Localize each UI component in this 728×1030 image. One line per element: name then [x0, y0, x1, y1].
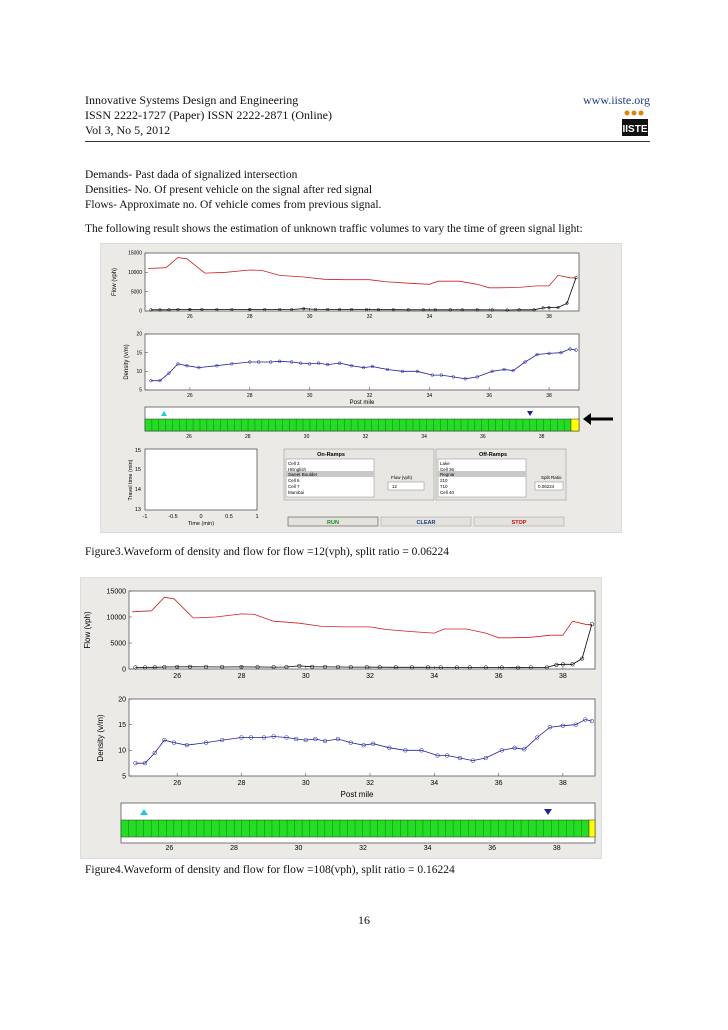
- x-tick-label: 30: [306, 314, 313, 320]
- y-tick-label: 10: [136, 369, 142, 375]
- y-tick-label: 5: [139, 387, 142, 394]
- y-tick-label: 10000: [128, 270, 142, 276]
- y-tick-label: 5000: [110, 640, 126, 648]
- body-line-flows: Flows- Approximate no. Of vehicle comes from previous signal.: [85, 199, 382, 211]
- y-tick-label: 5000: [130, 289, 142, 296]
- x-tick-label: 28: [237, 780, 246, 787]
- stop-button[interactable]: [474, 517, 564, 526]
- x-tick-label: 32: [366, 780, 374, 787]
- x-tick-label: 28: [237, 673, 246, 680]
- lane-tick-label: 38: [538, 434, 545, 440]
- y-tick-label: 5: [122, 773, 126, 781]
- fig4-density-ylabel: Density (v/m): [96, 714, 105, 762]
- onramps-item: Cell 7: [288, 484, 300, 489]
- y-tick-label: 20: [136, 331, 142, 338]
- fig4-lane-yellow: [589, 820, 595, 837]
- x-tick-label: 36: [494, 673, 503, 680]
- x-tick-label: 36: [486, 393, 492, 399]
- fig3-tt-xtick: 0.5: [225, 514, 233, 520]
- lane-tick-label: 28: [245, 434, 251, 440]
- offramps-item: 210: [440, 478, 448, 483]
- run-button[interactable]: [288, 517, 378, 526]
- x-tick-label: 28: [246, 314, 253, 320]
- body-line-demands: Demands- Past dada of signalized intersection: [85, 169, 298, 181]
- flow-input-value: 12: [392, 484, 398, 489]
- y-tick-label: 15000: [128, 250, 142, 257]
- fig3-arrow-icon: [583, 413, 613, 425]
- logo-text: IISTE: [622, 124, 648, 135]
- fig3-density-ylabel: Density (v/m): [124, 344, 130, 380]
- fig3-density-chart: [124, 332, 579, 406]
- figure-4-svg: [81, 578, 601, 858]
- x-tick-label: 36: [494, 780, 503, 787]
- x-tick-label: 38: [546, 314, 552, 320]
- lane-tick-label: 26: [186, 434, 192, 440]
- offramps-item: Cell 36: [440, 467, 455, 472]
- fig3-flow-chart: [112, 251, 579, 320]
- lane-tick-label: 38: [552, 845, 561, 852]
- lane-tick-label: 34: [423, 845, 432, 852]
- figure-3-svg: [101, 244, 621, 532]
- fig4-flow-plot-area: [129, 591, 595, 669]
- x-tick-label: 30: [301, 673, 310, 680]
- iiste-logo: [622, 108, 648, 136]
- lane-tick-label: 32: [359, 845, 367, 852]
- lane-tick-label: 26: [165, 845, 174, 852]
- lane-tick-label: 30: [303, 434, 310, 440]
- fig3-tt-xlabel: Time (min): [187, 521, 215, 527]
- x-tick-label: 34: [430, 673, 439, 680]
- fig3-tt-ytick: 15: [134, 448, 141, 454]
- offramps-item: Cell 40: [440, 490, 455, 495]
- lane-tick-label: 36: [480, 434, 486, 440]
- x-tick-label: 38: [558, 780, 567, 787]
- fig3-tt-ylabel: Travel time (min): [128, 459, 134, 501]
- fig4-xlabel: Post mile: [340, 790, 374, 799]
- fig3-density-plot-area: [145, 334, 579, 390]
- onramps-title: On-Ramps: [317, 452, 345, 458]
- y-tick-label: 15000: [106, 588, 126, 596]
- onramps-item: Cell 3: [288, 461, 300, 466]
- volume-line: Vol 3, No 5, 2012: [85, 123, 171, 137]
- x-tick-label: 34: [430, 780, 439, 787]
- svg-text:CLEAR: CLEAR: [416, 520, 436, 526]
- onramps-item: Sweet Boulder: [288, 472, 318, 477]
- y-tick-label: 15: [118, 722, 126, 729]
- x-tick-label: 32: [366, 673, 374, 680]
- onramps-item: HEnglish: [288, 467, 307, 472]
- fig3-travel-time-chart: [128, 448, 259, 527]
- x-tick-label: 26: [173, 780, 182, 787]
- page-header: [85, 93, 650, 138]
- x-tick-label: 26: [173, 673, 182, 680]
- y-tick-label: 10: [118, 747, 126, 755]
- fig4-density-chart: [96, 696, 595, 799]
- lane-tick-label: 34: [421, 434, 427, 440]
- x-tick-label: 38: [558, 673, 567, 680]
- offramps-item: Lake: [440, 461, 450, 466]
- x-tick-label: 34: [426, 393, 433, 399]
- x-tick-label: 26: [187, 393, 193, 399]
- split-input-value: 0.06224: [538, 484, 555, 489]
- fig3-tt-ytick: 13: [134, 507, 141, 513]
- split-field-label: Split Ratio: [541, 475, 562, 480]
- page-number: 16: [358, 913, 370, 927]
- fig4-lane-strip: [121, 803, 595, 852]
- onramps-item: Cell 6: [288, 478, 300, 483]
- fig3-lane-yellow: [571, 419, 579, 431]
- fig3-tt-xtick: -1: [142, 514, 148, 520]
- svg-text:STOP: STOP: [511, 520, 527, 526]
- figure-3-screenshot: [100, 243, 622, 533]
- figure-3-caption: Figure3.Waveform of density and flow for flow =12(vph), split ratio = 0.06224: [85, 546, 450, 558]
- y-tick-label: 15: [136, 350, 142, 357]
- clear-button[interactable]: [381, 517, 471, 526]
- x-tick-label: 34: [426, 314, 433, 320]
- x-tick-label: 30: [306, 393, 313, 399]
- offramps-item: Regnar: [440, 472, 455, 477]
- x-tick-label: 26: [187, 314, 193, 320]
- lane-tick-label: 30: [294, 845, 303, 852]
- y-tick-label: 20: [118, 696, 126, 704]
- journal-url[interactable]: www.iiste.org: [583, 93, 650, 107]
- figure-4-screenshot: [80, 577, 602, 859]
- fig3-tt-xtick: 0: [199, 514, 203, 520]
- x-tick-label: 30: [301, 780, 310, 787]
- lane-tick-label: 36: [488, 845, 497, 852]
- x-tick-label: 28: [246, 393, 253, 399]
- svg-text:RUN: RUN: [327, 520, 339, 526]
- x-tick-label: 38: [546, 393, 552, 399]
- issn-line: ISSN 2222-1727 (Paper) ISSN 2222-2871 (Online): [85, 108, 332, 122]
- fig3-flow-plot-area: [145, 253, 579, 311]
- body-line-densities: Densities- No. Of present vehicle on the signal after red signal: [85, 184, 373, 196]
- journal-title: Innovative Systems Design and Engineering: [85, 93, 299, 107]
- offramps-title: Off-Ramps: [478, 452, 508, 458]
- x-tick-label: 32: [366, 314, 373, 320]
- fig3-tt-xtick: -0.5: [168, 514, 178, 520]
- x-tick-label: 32: [366, 393, 373, 399]
- fig3-offramps-panel: [436, 449, 566, 500]
- onramps-item: Mumbai: [288, 490, 305, 495]
- flow-field-label: Flow (vph): [391, 475, 413, 480]
- fig3-onramps-panel: [284, 449, 434, 500]
- y-tick-label: 10000: [106, 614, 126, 622]
- lane-tick-label: 32: [362, 434, 369, 440]
- fig3-tt-xtick: 1: [255, 514, 259, 520]
- fig3-tt-ytick: 15: [134, 467, 141, 473]
- y-tick-label: 0: [122, 666, 126, 674]
- fig4-flow-chart: [83, 588, 595, 680]
- lane-tick-label: 28: [230, 845, 238, 852]
- fig4-density-plot-area: [129, 699, 595, 776]
- fig3-tt-ytick: 14: [134, 487, 141, 493]
- fig3-flow-ylabel: Flow (vph): [112, 267, 118, 297]
- x-tick-label: 36: [486, 314, 492, 320]
- y-tick-label: 0: [139, 308, 142, 315]
- offramps-item: 710: [440, 484, 448, 489]
- fig3-lane-strip: [145, 407, 579, 440]
- body-line-result: The following result shows the estimation of unknown traffic volumes to vary the time of green signal light:: [85, 223, 583, 235]
- header-rule: [85, 141, 650, 142]
- figure-4-caption: Figure4.Waveform of density and flow for flow =108(vph), split ratio = 0.16224: [85, 864, 455, 876]
- fig4-flow-ylabel: Flow (vph): [83, 611, 92, 649]
- fig3-xlabel: Post mile: [349, 400, 375, 406]
